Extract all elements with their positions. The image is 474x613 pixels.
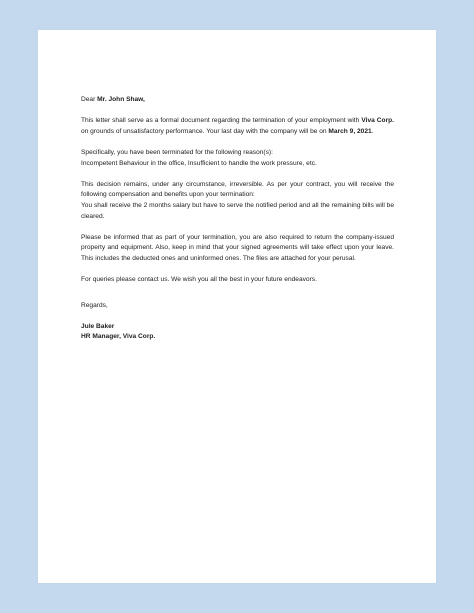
- company-name: Viva Corp.: [361, 117, 394, 125]
- salutation-prefix: Dear: [81, 96, 98, 103]
- paragraph-queries: For queries please contact us. We wish you all the best in your future endeavors.: [81, 276, 317, 284]
- salutation-suffix: ,: [143, 96, 145, 103]
- letter-body: [81, 95, 394, 343]
- last-day-date: March 9, 2021: [328, 127, 372, 135]
- compensation-details: You shall receive the 2 months salary but have to serve the notified period and all the remaining bills will be cleared.: [81, 201, 394, 220]
- reasons-intro: Specifically, you have been terminated for the following reason(s):: [81, 148, 273, 156]
- paragraph-reasons: [81, 148, 394, 169]
- salutation: [81, 95, 394, 106]
- recipient-name: Mr. John Shaw: [97, 96, 144, 103]
- compensation-intro: This decision remains, under any circumstance, irreversible. As per your contract, you will receive the following compensation and benefits upon your termination:: [81, 180, 394, 199]
- paragraph-compensation: [81, 180, 394, 222]
- signer-title: HR Manager, Viva Corp.: [81, 333, 156, 341]
- paragraph-return-property: Please be informed that as part of your termination, you are also required to return the company-issued property and equipment. Also, keep in mind that your signed agreements will take effect upon your leave. This includes the deducted ones and uninformed ones. The files are attached for your perusal.: [81, 233, 394, 262]
- paragraph-termination-notice: This letter shall serve as a formal document regarding the termination of your employment with Viva Corp. on grounds of unsatisfactory performance. Your last day with the company will be on March 9, 2021.: [81, 117, 394, 135]
- reasons-list: Incompetent Behaviour in the office, Insufficient to handle the work pressure, etc.: [81, 159, 317, 167]
- signer-name: Jule Baker: [81, 322, 115, 330]
- closing: Regards,: [81, 301, 108, 309]
- signature-block: [81, 301, 394, 343]
- letter-page: [38, 30, 436, 583]
